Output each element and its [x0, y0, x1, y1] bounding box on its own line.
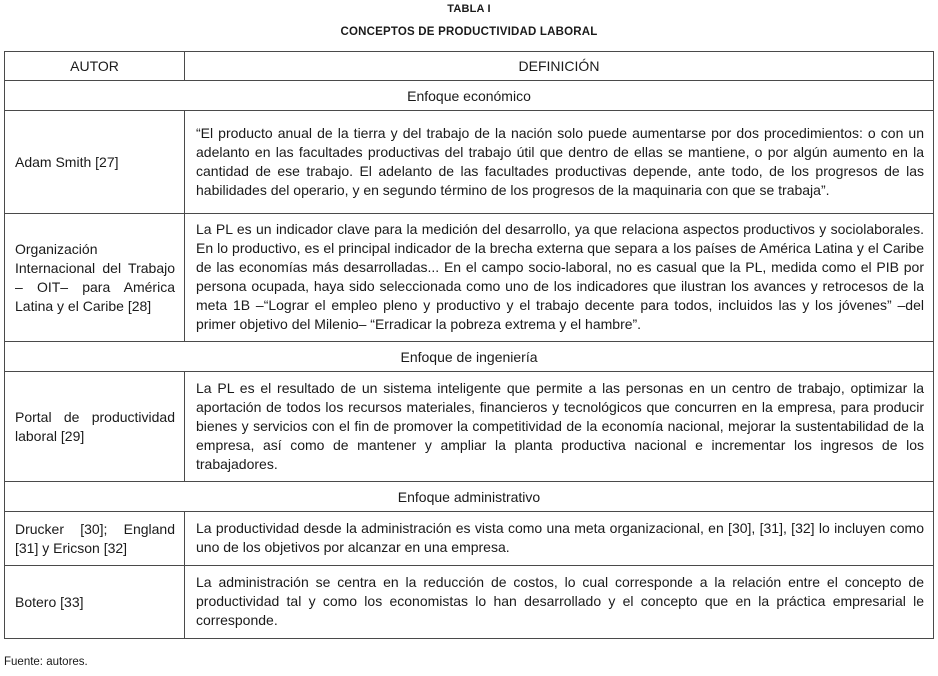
table-row — [5, 372, 934, 482]
definition-cell: La PL es el resultado de un sistema inteligente que permite a las personas en un centro de trabajo, optimizar la aportación de todos los recursos materiales, financieros y tecnológicos que concurren en la empresa, para producir bienes y servicios con el fin de promover la competitividad de la economía nacional, mejorar la sustentabilidad de la empresa, así como de mantener y ampliar la planta productiva nacional e incrementar los ingresos de los trabajadores. — [185, 372, 934, 482]
author-column-header: AUTOR — [5, 52, 185, 81]
author-cell: Organización Internacional del Trabajo – OIT– para América Latina y el Caribe [28] — [5, 214, 185, 342]
section-row — [5, 81, 934, 111]
section-title-administrative: Enfoque administrativo — [5, 482, 934, 512]
section-row — [5, 342, 934, 372]
source-note: Fuente: autores. — [4, 656, 88, 668]
concepts-table — [4, 51, 934, 639]
author-cell: Adam Smith [27] — [5, 111, 185, 214]
section-title-economic: Enfoque económico — [5, 81, 934, 111]
table-title: CONCEPTOS DE PRODUCTIVIDAD LABORAL — [340, 26, 598, 38]
header-row — [5, 52, 934, 81]
table-number: TABLA I — [447, 3, 491, 15]
definition-cell: La PL es un indicador clave para la medición del desarrollo, ya que relaciona aspectos productivos y sociolaborales. En lo productivo, es el principal indicador de la brecha externa que separa a los países de América Latina y el Caribe de las economías más desarrolladas... En el campo socio-laboral, no es casual que la PL, medida como el PIB por persona ocupada, haya sido seleccionada como uno de los indicadores que ilustran los avances y retrocesos de la meta 1B –“Lograr el empleo pleno y productivo y el trabajo decente para todos, incluidos las y los jóvenes” –del primer objetivo del Milenio– “Erradicar la pobreza extrema y el hambre”. — [185, 214, 934, 342]
author-cell: Drucker [30]; England [31] y Ericson [32] — [5, 512, 185, 566]
definition-column-header: DEFINICIÓN — [185, 52, 934, 81]
definition-cell: “El producto anual de la tierra y del trabajo de la nación solo puede aumentarse por dos procedimientos: o con un adelanto en las facultades productivas del trabajo útil que dentro de ellas se mantiene, o por algún aumento en la cantidad de ese trabajo. El adelanto de las facultades productivas depende, ante todo, de los progresos de las habilidades del operario, y en segundo término de los progresos de la maquinaria con que se trabaja”. — [185, 111, 934, 214]
definition-cell: La productividad desde la administración es vista como una meta organizacional, en [30], [31], [32] lo incluyen como uno de los objetivos por alcanzar en una empresa. — [185, 512, 934, 566]
table-row — [5, 512, 934, 566]
table-row — [5, 566, 934, 639]
definition-cell: La administración se centra en la reducción de costos, lo cual corresponde a la relación entre el concepto de productividad tal y como los economistas lo han desarrollado y el concepto que en la práctica empresarial le corresponde. — [185, 566, 934, 639]
author-cell: Portal de productividad laboral [29] — [5, 372, 185, 482]
section-title-engineering: Enfoque de ingeniería — [5, 342, 934, 372]
table-row — [5, 214, 934, 342]
author-cell: Botero [33] — [5, 566, 185, 639]
section-row — [5, 482, 934, 512]
table-row — [5, 111, 934, 214]
